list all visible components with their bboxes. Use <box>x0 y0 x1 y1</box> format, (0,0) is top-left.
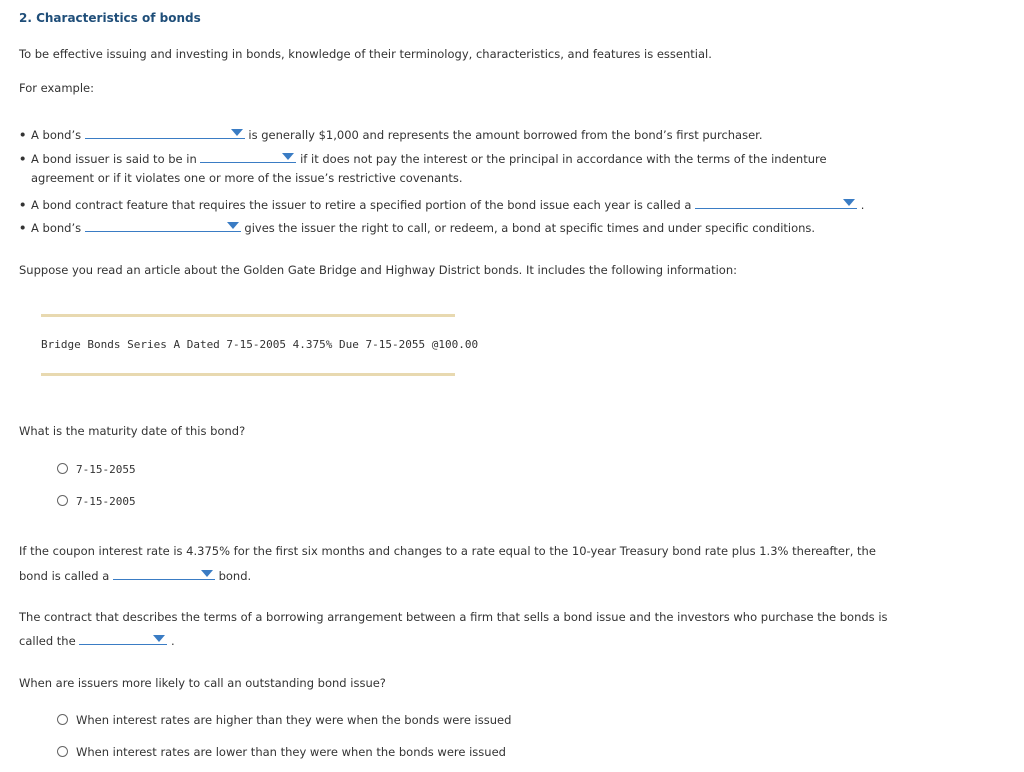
bullet-dot: • <box>19 128 27 142</box>
radio-button[interactable] <box>57 463 68 474</box>
bullet-text-post: if it does not pay the interest or the principal in accordance with the terms of the indenture <box>300 152 827 166</box>
chevron-down-icon <box>231 129 243 136</box>
call-option[interactable] <box>57 713 511 727</box>
option-label: 7-15-2055 <box>76 463 136 476</box>
contract-text-post: . <box>170 634 175 648</box>
radio-button[interactable] <box>57 714 68 725</box>
for-example-label: For example: <box>19 81 94 95</box>
chevron-down-icon <box>201 570 213 577</box>
contract-question-line1: The contract that describes the terms of a borrowing arrangement between a firm that sells a bond issue and the investors who purchase the bonds is <box>19 610 888 624</box>
quote-top-rule <box>41 314 455 317</box>
call-question: When are issuers more likely to call an outstanding bond issue? <box>19 676 386 690</box>
chevron-down-icon <box>227 222 239 229</box>
bullet-text-pre: A bond issuer is said to be in <box>31 152 197 166</box>
default-status-dropdown[interactable] <box>200 149 296 163</box>
call-feature-dropdown[interactable] <box>85 218 241 232</box>
coupon-text-pre: bond is called a <box>19 569 110 583</box>
section-title: 2. Characteristics of bonds <box>19 11 201 25</box>
contract-term-dropdown[interactable] <box>79 631 167 645</box>
bullet-dot: • <box>19 152 27 166</box>
maturity-option[interactable] <box>57 494 136 508</box>
maturity-option[interactable] <box>57 462 136 476</box>
coupon-text-post: bond. <box>218 569 252 583</box>
bond-quote-text: Bridge Bonds Series A Dated 7-15-2005 4.375% Due 7-15-2055 @100.00 <box>41 338 479 351</box>
bullet-text-post: . <box>860 198 865 212</box>
chevron-down-icon <box>153 635 165 642</box>
bullet-default <box>19 149 827 166</box>
bullet-text-post: gives the issuer the right to call, or redeem, a bond at specific times and under specific conditions. <box>244 221 816 235</box>
article-intro-text: Suppose you read an article about the Golden Gate Bridge and Highway District bonds. It includes the following information: <box>19 263 737 277</box>
radio-button[interactable] <box>57 746 68 757</box>
quote-bottom-rule <box>41 373 455 376</box>
call-option[interactable] <box>57 745 506 759</box>
bullet-text-pre: A bond’s <box>31 221 82 235</box>
intro-text: To be effective issuing and investing in bonds, knowledge of their terminology, characteristics, and features is essential. <box>19 47 712 61</box>
coupon-question-line1: If the coupon interest rate is 4.375% for the first six months and changes to a rate equal to the 10-year Treasury bond rate plus 1.3% thereafter, the <box>19 544 876 558</box>
retirement-feature-dropdown[interactable] <box>695 195 857 209</box>
radio-button[interactable] <box>57 495 68 506</box>
chevron-down-icon <box>843 199 855 206</box>
bullet-dot: • <box>19 221 27 235</box>
bullet-sinking-fund <box>19 195 864 212</box>
bullet-text-post: is generally $1,000 and represents the amount borrowed from the bond’s first purchaser. <box>248 128 763 142</box>
bond-type-dropdown[interactable] <box>113 566 215 580</box>
option-label: When interest rates are lower than they were when the bonds were issued <box>76 745 506 759</box>
face-value-dropdown[interactable] <box>85 125 245 139</box>
bullet-face-value <box>19 125 763 142</box>
contract-text-pre: called the <box>19 634 76 648</box>
bullet-dot: • <box>19 198 27 212</box>
option-label: 7-15-2005 <box>76 495 136 508</box>
maturity-question: What is the maturity date of this bond? <box>19 424 246 438</box>
option-label: When interest rates are higher than they were when the bonds were issued <box>76 713 512 727</box>
bullet-text-pre: A bond’s <box>31 128 82 142</box>
coupon-question-line2 <box>19 566 251 583</box>
bullet-text-pre: A bond contract feature that requires the issuer to retire a specified portion of the bond issue each year is called a <box>31 198 692 212</box>
bullet-call-provision <box>19 218 815 235</box>
chevron-down-icon <box>282 153 294 160</box>
bullet-default-continuation: agreement or if it violates one or more of the issue’s restrictive covenants. <box>31 171 463 185</box>
contract-question-line2 <box>19 631 175 648</box>
